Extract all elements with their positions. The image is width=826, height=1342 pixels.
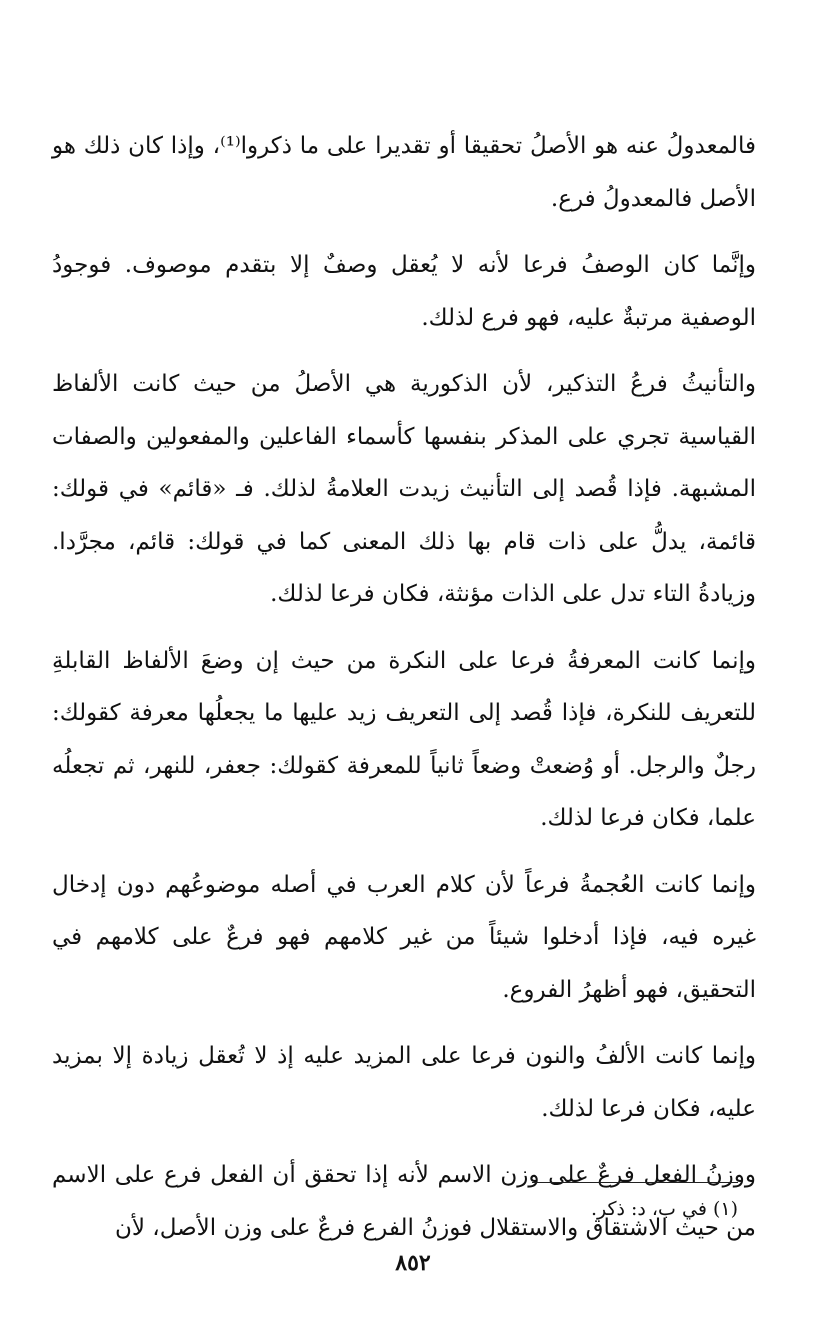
paragraph: فالمعدولُ عنه هو الأصلُ تحقيقا أو تقديرا على ما ذكروا⁽¹⁾، وإذا كان ذلك هو الأصل فالمعدولُ فرع. [52,133,756,212]
paragraph: وإنَّما كان الوصفُ فرعا لأنه لا يُعقل وصفٌ إلا بتقدم موصوف. فوجودُ الوصفية مرتبةٌ عليه، فهو فرع لذلك. [52,252,756,331]
paragraph: وإنما كانت الألفُ والنون فرعا على المزيد عليه إذ لا تُعقل زيادة إلا بمزيد عليه، فكان فرعا لذلك. [52,1043,756,1122]
footnote-divider [532,1182,738,1183]
page-number: ٨٥٢ [395,1250,431,1276]
main-text [52,120,756,1268]
footnote: (١) في ب، د: ذكر. [590,1198,738,1220]
paragraph: ووزنُ الفعل فرعٌ على وزن الاسم لأنه إذا تحقق أن الفعل فرع على الاسم من حيث الاشتقاق والاستقلال فوزنُ الفرع فرعٌ على وزن الأصل، لأن [52,1162,756,1241]
paragraph: والتأنيثُ فرعُ التذكير، لأن الذكورية هي الأصلُ من حيث كانت الألفاظ القياسية تجري على المذكر بنفسها كأسماء الفاعلين والمفعولين والصفات المشبهة. فإذا قُصد إلى التأنيث زيدت العلامةُ لذلك. فـ «قائم» في قولك: قائمة، يدلُّ على ذات قام بها ذلك المعنى كما في قولك: قائم، مجرَّدا. وزيادةُ التاء تدل على الذات مؤنثة، فكان فرعا لذلك. [52,371,756,607]
paragraph: وإنما كانت المعرفةُ فرعا على النكرة من حيث إن وضعَ الألفاظ القابلةِ للتعريف للنكرة، فإذا قُصد إلى التعريف زيد عليها ما يجعلُها معرفة كقولك: رجلٌ والرجل. أو وُضعتْ وضعاً ثانياً للمعرفة كقولك: جعفر، للنهر، ثم تجعلُه علما، فكان فرعا لذلك. [52,647,756,831]
paragraph: وإنما كانت العُجمةُ فرعاً لأن كلام العرب في أصله موضوعُهم دون إدخال غيره فيه، فإذا أدخلوا شيئاً من غير كلامهم فهو فرعٌ على كلامهم في التحقيق، فهو أظهرُ الفروع. [52,871,756,1003]
